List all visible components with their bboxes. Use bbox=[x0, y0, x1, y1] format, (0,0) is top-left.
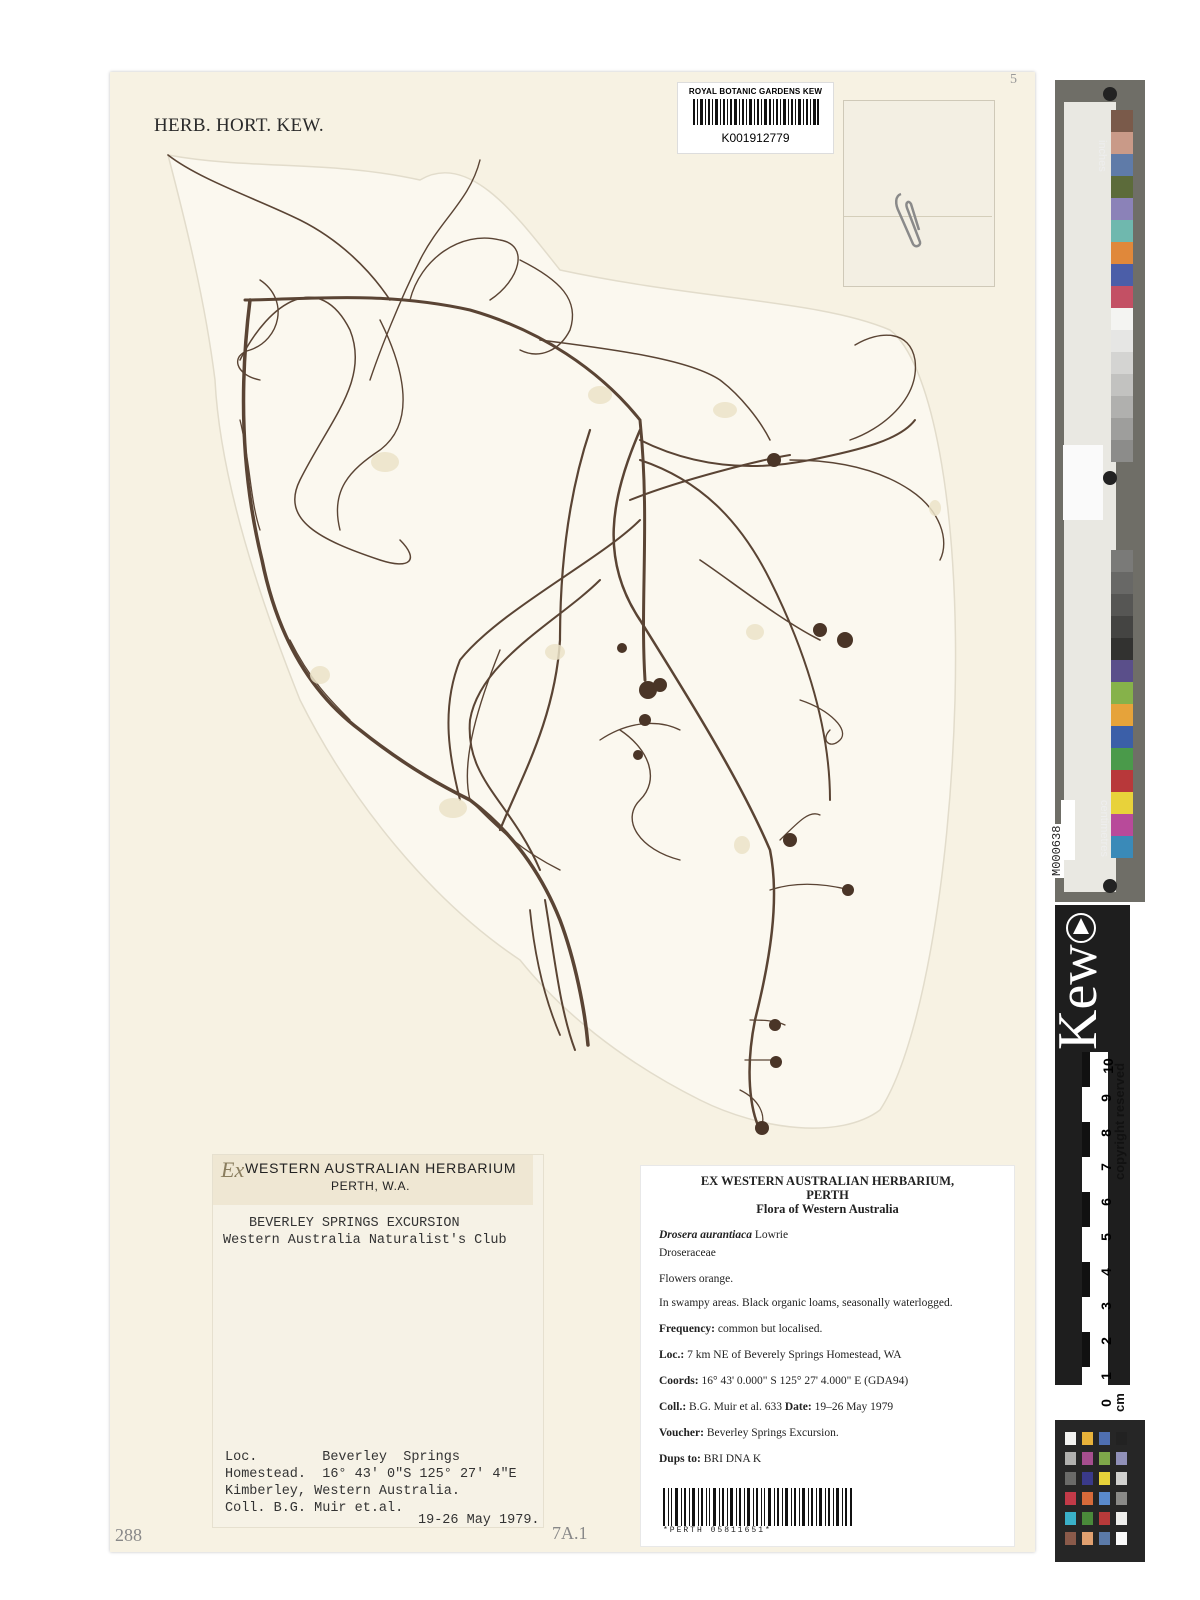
wa-label-header bbox=[213, 1155, 533, 1205]
cm-unit: cm bbox=[1112, 1393, 1127, 1412]
ex-label-head1: EX WESTERN AUSTRALIAN HERBARIUM, bbox=[700, 1174, 955, 1188]
color-scale-patches bbox=[1055, 80, 1145, 902]
paper-clip bbox=[893, 190, 923, 250]
cm-number: 8 bbox=[1097, 1129, 1114, 1137]
dups-key: Dups to: bbox=[659, 1453, 701, 1465]
cm-number: 9 bbox=[1097, 1094, 1114, 1102]
barcode-image bbox=[693, 99, 819, 125]
wa-header-line1: WESTERN AUSTRALIAN HERBARIUM bbox=[245, 1160, 517, 1176]
wa-club-line: Western Australia Naturalist's Club bbox=[223, 1233, 507, 1248]
cm-number: 4 bbox=[1097, 1268, 1114, 1276]
ex-label-head3: Flora of Western Australia bbox=[756, 1202, 899, 1216]
cm-number: 1 bbox=[1097, 1372, 1114, 1380]
species-italic: Drosera aurantiaca bbox=[659, 1229, 752, 1241]
cm-number: 0 bbox=[1097, 1399, 1114, 1407]
inches-label: inches bbox=[1096, 140, 1108, 172]
cm-number: 7 bbox=[1097, 1163, 1114, 1171]
frequency-value: common but localised. bbox=[717, 1323, 823, 1335]
ex-label-head2: PERTH bbox=[806, 1188, 849, 1202]
pencil-annotation-288: 288 bbox=[115, 1525, 142, 1545]
kew-crest-icon bbox=[1063, 910, 1099, 946]
species-author: Lowrie bbox=[754, 1229, 789, 1241]
coords-value: 16° 43' 0.000" S 125° 27' 4.000" E (GDA94) bbox=[701, 1375, 909, 1387]
barcode-number: K001912779 bbox=[721, 131, 790, 145]
frequency-key: Frequency: bbox=[659, 1323, 716, 1335]
wa-excursion-line: BEVERLEY SPRINGS EXCURSION bbox=[249, 1216, 460, 1231]
ex-herbarium-label bbox=[640, 1165, 1015, 1547]
kew-barcode-label bbox=[677, 82, 834, 154]
loc-key: Loc.: bbox=[659, 1349, 685, 1361]
cm-number: 5 bbox=[1097, 1233, 1114, 1241]
color-checker-patches bbox=[1065, 1430, 1137, 1554]
date-value: 19–26 May 1979 bbox=[814, 1401, 894, 1413]
coll-value: B.G. Muir et al. 633 bbox=[689, 1401, 782, 1413]
voucher-key: Voucher: bbox=[659, 1427, 704, 1439]
wa-header-line2: PERTH, W.A. bbox=[331, 1179, 411, 1193]
wa-loc-line1: Loc. Beverley Springs bbox=[225, 1450, 460, 1465]
herbarium-title: HERB. HORT. KEW. bbox=[154, 115, 324, 136]
perth-barcode bbox=[663, 1488, 853, 1526]
voucher-row bbox=[659, 1427, 839, 1439]
pencil-annotation-7a: 7A.1 bbox=[552, 1523, 588, 1543]
cm-number: 2 bbox=[1097, 1337, 1114, 1345]
coords-row bbox=[659, 1375, 908, 1387]
barcode-institution: ROYAL BOTANIC GARDENS KEW bbox=[688, 87, 823, 96]
wa-herbarium-label bbox=[212, 1154, 544, 1528]
locality-row bbox=[659, 1349, 902, 1361]
wa-collector-line: Coll. B.G. Muir et.al. bbox=[225, 1501, 404, 1516]
cm-number: 6 bbox=[1097, 1198, 1114, 1206]
copyright-text: copyright reserved bbox=[1112, 1062, 1127, 1180]
date-key: Date: bbox=[784, 1401, 812, 1413]
dups-value: BRI DNA K bbox=[703, 1453, 762, 1465]
habitat-note: In swampy areas. Black organic loams, seasonally waterlogged. bbox=[659, 1297, 953, 1309]
perth-barcode-text: *PERTH 05811651* bbox=[663, 1526, 772, 1535]
species-name bbox=[659, 1229, 788, 1241]
wa-loc-line3: Kimberley, Western Australia. bbox=[225, 1484, 460, 1499]
kew-logo-text: Kew bbox=[1047, 944, 1109, 1050]
cm-number: 3 bbox=[1097, 1302, 1114, 1310]
cm-number: 10 bbox=[1099, 1058, 1116, 1074]
frequency-row bbox=[659, 1323, 822, 1335]
centimetres-label: centimetres bbox=[1098, 800, 1110, 857]
coll-key: Coll.: bbox=[659, 1401, 687, 1413]
loc-value: 7 km NE of Beverely Springs Homestead, WA bbox=[687, 1349, 902, 1361]
voucher-value: Beverley Springs Excursion. bbox=[706, 1427, 839, 1439]
ex-handwritten-mark: Ex bbox=[221, 1157, 245, 1182]
flowers-note: Flowers orange. bbox=[659, 1273, 734, 1285]
scale-id: M000638 bbox=[1050, 825, 1064, 876]
wa-date-line: 19-26 May 1979. bbox=[418, 1513, 540, 1528]
coords-key: Coords: bbox=[659, 1375, 699, 1387]
pencil-annotation-top: 5 bbox=[1010, 72, 1017, 87]
wa-loc-line2: Homestead. 16° 43' 0"S 125° 27' 4"E bbox=[225, 1467, 517, 1482]
family-name: Droseraceae bbox=[659, 1247, 716, 1259]
collector-row bbox=[659, 1401, 893, 1413]
duplicates-row bbox=[659, 1453, 761, 1465]
